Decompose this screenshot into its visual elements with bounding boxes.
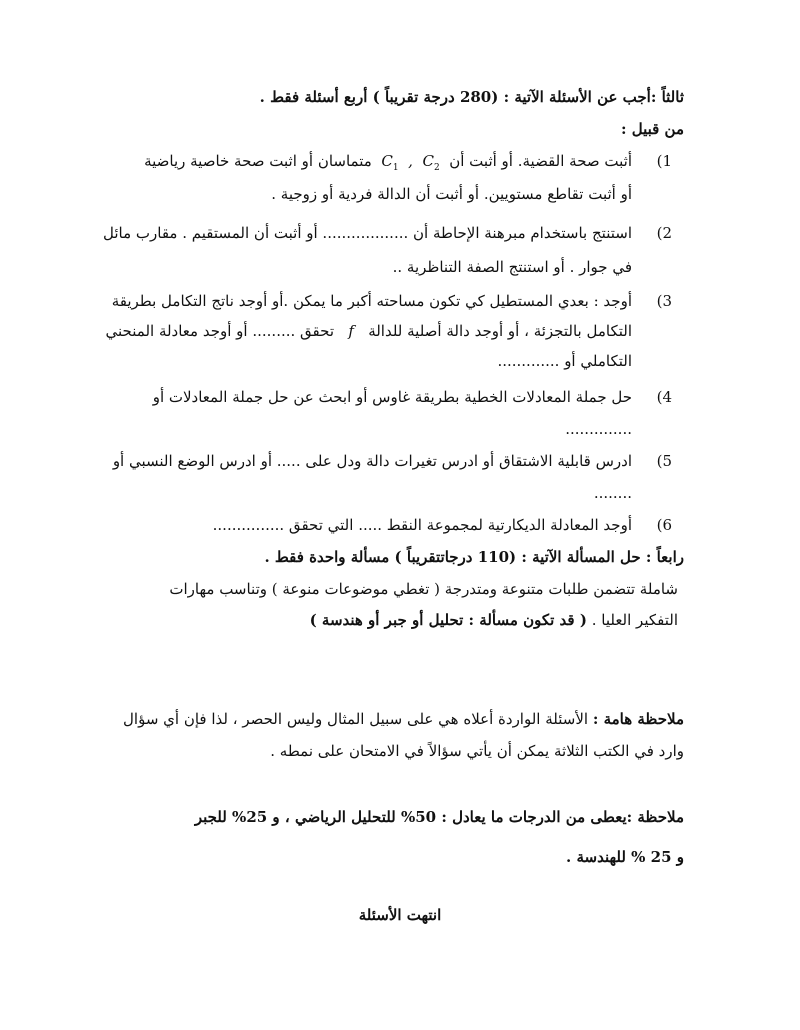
section3-from-like: من قبيل : (620, 120, 684, 138)
item-6-line-1: أوجد المعادلة الديكارتية لمجموعة النقط ..... التي تحقق ............... (212, 516, 632, 534)
f-symbol: f (348, 322, 354, 340)
note2-line-1: ملاحظة :يعطى من الدرجات ما يعادل : 50% للتحليل الرياضي ، و 25% للجبر (194, 808, 684, 826)
c1-symbol: C (381, 152, 393, 170)
item-3-line-3: التكاملي أو ............. (497, 352, 632, 370)
item-1-text-start: أثبت صحة القضية. أو أثبت أن (449, 152, 632, 170)
end-of-questions: انتهت الأسئلة (358, 906, 442, 924)
item-2-number: (2 (656, 224, 672, 242)
item-1-text-end: متماسان أو اثبت صحة خاصية رياضية (144, 152, 372, 170)
item-3-text-end: تحقق ......... أو أوجد معادلة المنحني (105, 322, 334, 340)
item-1-line-2: أو أثبت تقاطع مستويين. أو أثبت أن الدالة فردية أو زوجية . (271, 185, 632, 203)
section4-body-plain: التفكير العليا . (591, 611, 678, 629)
section4-body-line-1: شاملة تتضمن طلبات متنوعة ومتدرجة ( تغطي موضوعات منوعة ) وتناسب مهارات (169, 580, 678, 598)
section4-heading: رابعاً : حل المسألة الآتية : (110 درجاتتقريباً ) مسألة واحدة فقط . (264, 548, 684, 566)
item-3-line-1: أوجد : بعدي المستطيل كي تكون مساحته أكبر ما يمكن .أو أوجد ناتج التكامل بطريقة (111, 292, 632, 310)
item-1-line-1 (144, 150, 632, 179)
item-3-line-2 (106, 320, 632, 342)
item-5-number: (5 (656, 452, 672, 470)
item-4-line-1: حل جملة المعادلات الخطية بطريقة غاوس أو ابحث عن حل جملة المعادلات أو (152, 388, 632, 406)
math-separator: , (408, 152, 413, 170)
item-4-line-2: .............. (565, 420, 632, 438)
note1-label: ملاحظة هامة : (592, 710, 684, 728)
item-2-line-1: استنتج باستخدام مبرهنة الإحاطة أن .................. أو أثبت أن المستقيم . مقارب مائل (102, 224, 632, 242)
item-4-number: (4 (656, 388, 672, 406)
item-6-number: (6 (656, 516, 672, 534)
c2-symbol: C (422, 152, 434, 170)
item-3-text-start: التكامل بالتجزئة ، أو أوجد دالة أصلية للدالة (368, 322, 632, 340)
note2-line-2: و 25 % للهندسة . (566, 848, 684, 866)
item-1-number: (1 (656, 152, 672, 170)
c1-c2-math (377, 152, 445, 173)
section4-body-bold: ( قد تكون مسألة : تحليل أو جبر أو هندسة ) (309, 611, 587, 629)
item-2-line-2: في جوار . أو استنتج الصفة التناظرية .. (392, 258, 632, 276)
item-3-number: (3 (656, 292, 672, 310)
item-5-line-1: ادرس قابلية الاشتقاق أو ادرس تغيرات دالة ودل على ..... أو ادرس الوضع النسبي أو (112, 452, 632, 470)
item-5-line-2: ........ (593, 484, 632, 502)
note1-line-2: وارد في الكتب الثلاثة يمكن أن يأتي سؤالاً في الامتحان على نمطه . (270, 742, 684, 760)
section3-heading: ثالثاً :أجب عن الأسئلة الآتية : (280 درجة تقريباً ) أربع أسئلة فقط . (259, 88, 684, 106)
note1-text: الأسئلة الواردة أعلاه هي على سبيل المثال وليس الحصر ، لذا فإن أي سؤال (123, 710, 589, 728)
note1-line-1 (123, 708, 684, 730)
section4-body-line-2 (310, 609, 678, 631)
c1-subscript: 1 (392, 163, 399, 173)
c2-subscript: 2 (433, 163, 440, 173)
